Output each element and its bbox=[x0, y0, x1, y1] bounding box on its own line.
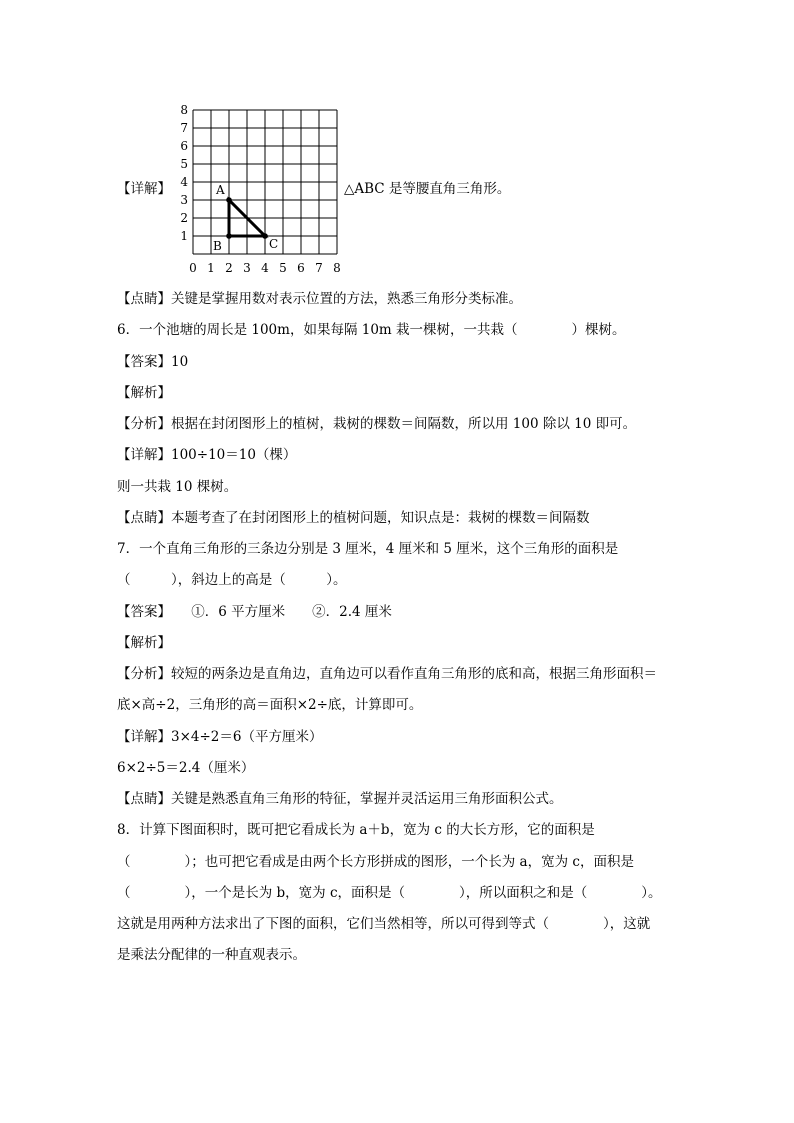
q7-question-line-1: 7．一个直角三角形的三条边分别是 3 厘米，4 厘米和 5 厘米，这个三角形的面积是 bbox=[117, 541, 619, 557]
x-tick-label: 8 bbox=[333, 261, 341, 275]
point-label-b: B bbox=[213, 239, 222, 253]
x-tick-label: 4 bbox=[261, 261, 269, 275]
y-tick-label: 8 bbox=[180, 104, 188, 117]
q6-fenxi: 【分析】根据在封闭图形上的植树，栽树的棵数＝间隔数，所以用 100 除以 10 即可。 bbox=[117, 416, 637, 432]
coordinate-grid bbox=[117, 104, 347, 279]
q6-xiangjie: 【详解】100÷10＝10（棵） bbox=[117, 447, 297, 463]
q7-jiexi: 【解析】 bbox=[117, 635, 171, 651]
q7-fenxi-line-2: 底×高÷2，三角形的高＝面积×2÷底，计算即可。 bbox=[117, 697, 423, 713]
q5-detail-label: 【详解】 bbox=[117, 181, 171, 197]
x-tick-label: 2 bbox=[225, 261, 233, 275]
point-label-c: C bbox=[269, 237, 279, 251]
q5-detail-block bbox=[117, 104, 677, 279]
y-tick-label: 5 bbox=[180, 157, 188, 171]
q6-answer: 【答案】10 bbox=[117, 354, 189, 370]
q8-line-2: （ ）；也可把它看成是由两个长方形拼成的图形，一个长为 a，宽为 c，面积是 bbox=[117, 854, 634, 870]
y-tick-label: 1 bbox=[180, 229, 188, 243]
x-tick-label: 1 bbox=[207, 261, 215, 275]
point-c bbox=[262, 233, 268, 239]
q7-xiangjie-line-1: 【详解】3×4÷2＝6（平方厘米） bbox=[117, 729, 323, 745]
q6-result: 则一共栽 10 棵树。 bbox=[117, 479, 238, 495]
x-tick-label: 7 bbox=[315, 261, 323, 275]
q7-xiangjie-line-2: 6×2÷5＝2.4（厘米） bbox=[117, 760, 255, 776]
x-tick-label: 3 bbox=[243, 261, 251, 275]
q7-dianjing: 【点睛】关键是熟悉直角三角形的特征，掌握并灵活运用三角形面积公式。 bbox=[117, 791, 563, 807]
y-tick-label: 6 bbox=[180, 139, 188, 153]
point-label-a: A bbox=[216, 183, 225, 197]
point-b bbox=[226, 233, 232, 239]
x-tick-label: 6 bbox=[297, 261, 305, 275]
y-tick-label: 2 bbox=[180, 211, 188, 225]
q6-dianjing: 【点睛】本题考查了在封闭图形上的植树问题，知识点是：栽树的棵数＝间隔数 bbox=[117, 510, 590, 526]
q8-line-5: 是乘法分配律的一种直观表示。 bbox=[117, 947, 306, 963]
x-tick-label: 0 bbox=[189, 261, 197, 275]
point-a bbox=[226, 197, 232, 203]
q5-detail-text: △ABC 是等腰直角三角形。 bbox=[344, 181, 511, 197]
q5-dianjing: 【点睛】关键是掌握用数对表示位置的方法，熟悉三角形分类标准。 bbox=[117, 291, 522, 307]
q7-fenxi-line-1: 【分析】较短的两条边是直角边，直角边可以看作直角三角形的底和高，根据三角形面积＝ bbox=[117, 666, 657, 682]
y-tick-label: 4 bbox=[180, 175, 188, 189]
q6-jiexi: 【解析】 bbox=[117, 385, 171, 401]
x-tick-label: 5 bbox=[279, 261, 287, 275]
q6-question: 6．一个池塘的周长是 100m，如果每隔 10m 栽一棵树，一共栽（ ）棵树。 bbox=[117, 322, 626, 338]
y-tick-label: 3 bbox=[180, 193, 188, 207]
q7-question-line-2: （ ），斜边上的高是（ ）。 bbox=[117, 572, 347, 588]
q8-line-1: 8．计算下图面积时，既可把它看成长为 a＋b，宽为 c 的大长方形，它的面积是 bbox=[117, 822, 595, 838]
q8-line-4: 这就是用两种方法求出了下图的面积，它们当然相等，所以可得到等式（ ），这就 bbox=[117, 916, 651, 932]
y-tick-label: 7 bbox=[180, 121, 188, 135]
q8-line-3: （ ），一个是长为 b，宽为 c，面积是（ ），所以面积之和是（ ）。 bbox=[117, 885, 662, 901]
q7-answer: 【答案】 ①．6 平方厘米 ②．2.4 厘米 bbox=[117, 604, 392, 620]
